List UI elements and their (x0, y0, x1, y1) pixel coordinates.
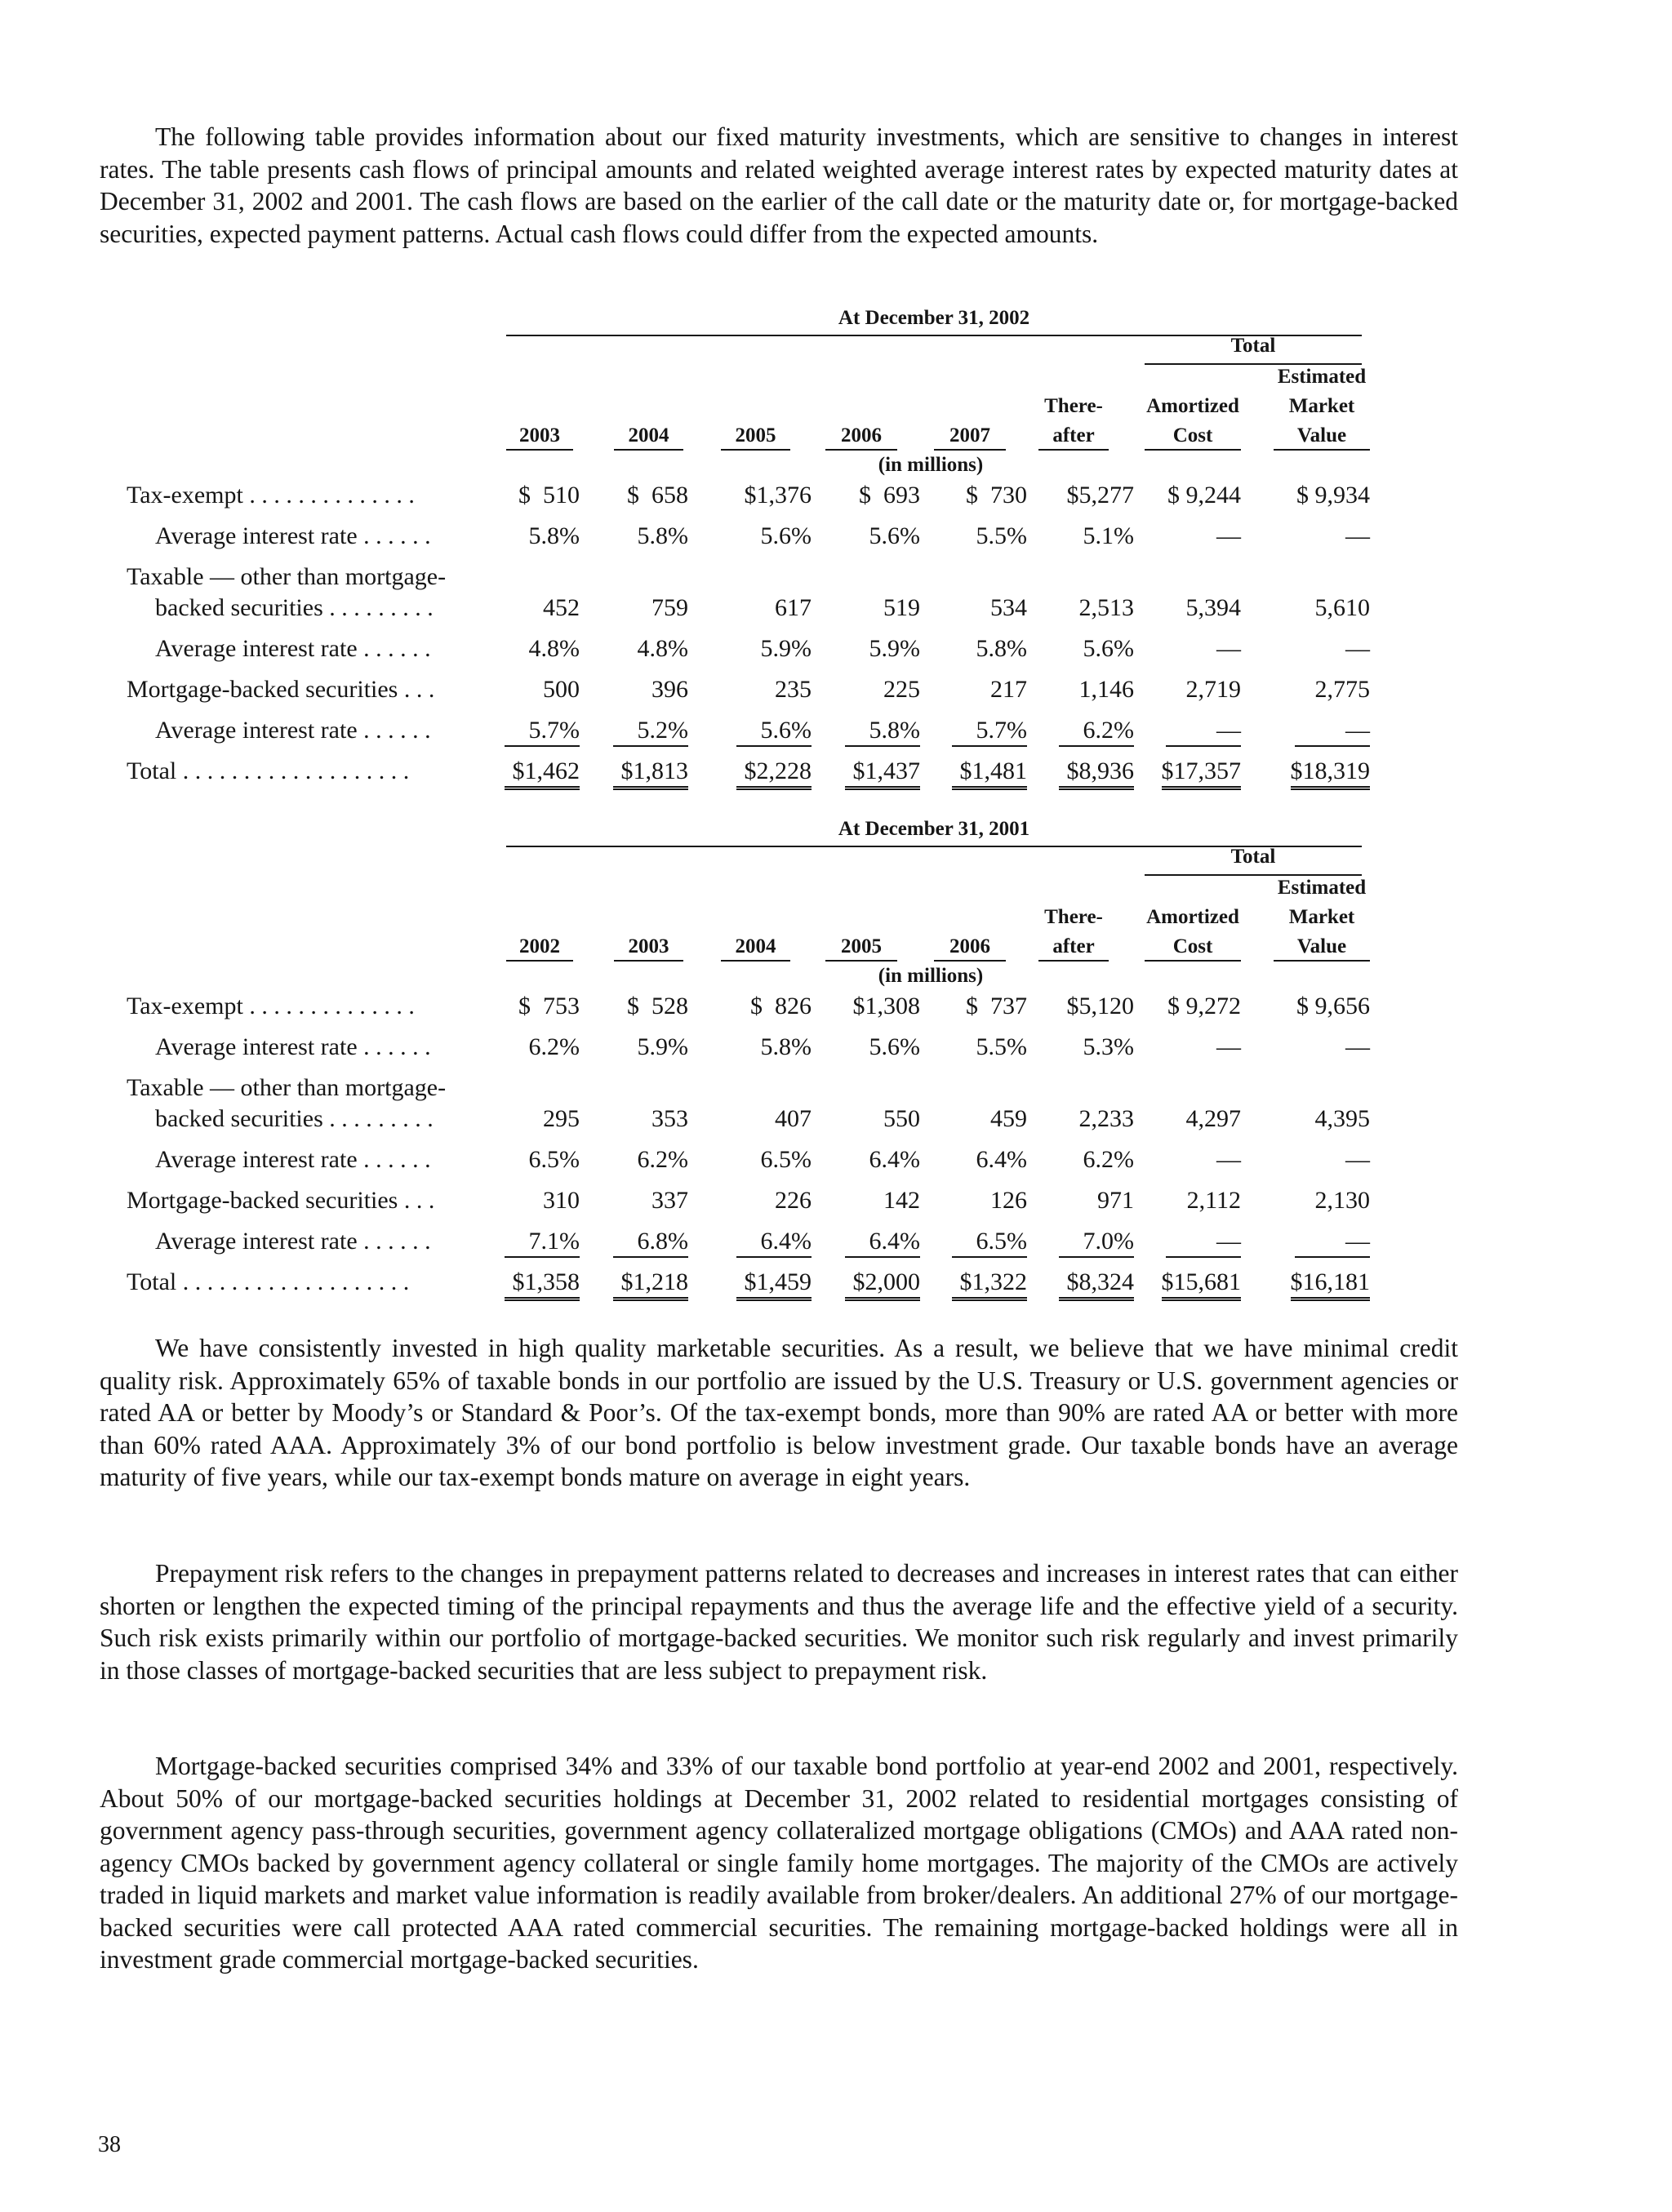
maturity-table-2002 (0, 302, 1672, 808)
table-cell-value: 5.8% (637, 522, 688, 549)
mortgage-backed-paragraph: Mortgage-backed securities comprised 34% and 33% of our taxable bond portfolio at year-end 2002 and 2001, respectively. About 50% of our mortgage-backed securities holdings at December 31, 2002 related to residential mortgages consisting of government agency pass-through securities, government agency collateralized mortgage obligations (CMOs) and AAA rated non-agency CMOs backed by government agency collateral or single family home mortgages. The majority of the CMOs are actively traded in liquid markets and market value information is readily available from broker/dealers. An additional 27% of our mortgage-backed securities were call protected AAA rated commercial securities. The remaining mortgage-backed holdings were all in investment grade commercial mortgage-backed securities. (100, 1752, 1458, 1974)
table-cell (705, 522, 812, 550)
table-cell (1136, 1228, 1241, 1258)
intro-paragraph: The following table provides information about our fixed maturity investments, which are sensitive to changes in interest rates. The table presents cash flows of principal amounts and related weighted average interest rates by expected maturity dates at December 31, 2002 and 2001. The cash flows are based on the earlier of the call date or the maturity date or, for mortgage-backed securities, expected payment patterns. Actual cash flows could differ from the expected amounts. (100, 122, 1458, 248)
table-cell-value: 7.1% (505, 1228, 580, 1258)
table-cell (1265, 993, 1370, 1020)
table-cell (1136, 1105, 1241, 1133)
table-cell-value: 407 (775, 1105, 812, 1132)
table-cell-value: 353 (651, 1105, 688, 1132)
column-header-year: 2004 (721, 935, 790, 962)
table-cell (598, 676, 688, 704)
table-cell-value: 225 (883, 676, 920, 703)
table-cell (1136, 1187, 1241, 1215)
table-cell-value: 5,610 (1314, 594, 1370, 621)
table-cell (1136, 594, 1241, 622)
table-cell (705, 717, 812, 747)
table-cell (920, 1268, 1027, 1301)
table-cell (1027, 1228, 1134, 1258)
table-cell (1136, 717, 1241, 747)
table-cell (813, 1146, 920, 1174)
table-cell-value: $1,308 (852, 993, 920, 1019)
table-cell-value: — (1216, 1033, 1241, 1060)
table-cell-value: $ 9,934 (1296, 482, 1370, 509)
table-cell (1027, 1105, 1134, 1133)
table-cell (705, 676, 812, 704)
table-cell-value: 5.9% (869, 635, 920, 662)
table-cell (920, 676, 1027, 704)
table-cell (813, 1187, 920, 1215)
table-cell-value: $1,322 (952, 1268, 1027, 1301)
table-cell-value: $2,000 (845, 1268, 920, 1301)
table-cell-value: 5.6% (760, 522, 812, 549)
column-header-market-line1: Estimated (1277, 877, 1367, 899)
table-cell (490, 482, 580, 509)
row-label-taxable-rate: Average interest rate . . . . . . (155, 1146, 431, 1173)
table-cell-value: $ 693 (859, 482, 920, 509)
table-cell-value: 6.2% (528, 1033, 580, 1060)
row-label-mortgage-backed-rate: Average interest rate . . . . . . (155, 1228, 431, 1255)
table-cell-value: 452 (543, 594, 580, 621)
table-cell (920, 1187, 1027, 1215)
column-header-year: 2003 (506, 424, 573, 451)
column-header-year: 2006 (825, 424, 897, 451)
table-cell-value: $ 528 (627, 993, 688, 1019)
table-cell-value: 5.7% (952, 717, 1027, 747)
table-cell (1265, 482, 1370, 509)
table-cell (1027, 1033, 1134, 1061)
table-cell-value: 5,394 (1185, 594, 1241, 621)
table-cell-value: $1,218 (613, 1268, 688, 1301)
table-cell (1027, 676, 1134, 704)
table-cell (598, 594, 688, 622)
table-cell-value: 5.6% (1083, 635, 1134, 662)
table-cell-value: $8,936 (1059, 757, 1134, 790)
table-cell-value: $18,319 (1291, 757, 1371, 790)
table-cell-value: $1,358 (505, 1268, 580, 1301)
column-header-year: 2004 (614, 424, 683, 451)
table-cell (1027, 993, 1134, 1020)
table-cell-value: $ 9,244 (1167, 482, 1241, 509)
column-header-amortized-line2: Cost (1145, 424, 1241, 451)
table-cell (1136, 1146, 1241, 1174)
table-cell (705, 1187, 812, 1215)
table-cell (1265, 594, 1370, 622)
table-cell-value: 2,233 (1078, 1105, 1134, 1132)
table-cell-value: $1,462 (505, 757, 580, 790)
column-header-market-line3: Value (1274, 424, 1370, 451)
table-cell (1027, 482, 1134, 509)
table-cell (1027, 594, 1134, 622)
column-header-thereafter-line1: There- (1044, 906, 1103, 928)
column-header-year: 2005 (721, 424, 790, 451)
column-header-market-line1: Estimated (1277, 366, 1367, 388)
total-group-heading: Total (1230, 335, 1276, 357)
table-cell (598, 522, 688, 550)
row-label-tax-exempt: Tax-exempt . . . . . . . . . . . . . . (127, 482, 415, 509)
table-cell (1265, 522, 1370, 550)
table-cell-value: $15,681 (1162, 1268, 1242, 1301)
table-cell (1136, 1033, 1241, 1061)
table-cell (920, 482, 1027, 509)
table-cell-value: $ 9,272 (1167, 993, 1241, 1019)
table-cell-value: 5.1% (1083, 522, 1134, 549)
table-cell-value: 550 (883, 1105, 920, 1132)
column-header-market-line3: Value (1274, 935, 1370, 962)
table-cell (705, 993, 812, 1020)
table-cell (598, 635, 688, 663)
table-cell (598, 1105, 688, 1133)
table-cell-value: $ 658 (627, 482, 688, 509)
table-cell (490, 1228, 580, 1258)
column-header-amortized-line1: Amortized (1146, 906, 1239, 928)
table-cell-value: 6.2% (1083, 1146, 1134, 1173)
table-cell (1265, 717, 1370, 747)
table-cell-value: $ 510 (518, 482, 580, 509)
table-cell (1027, 522, 1134, 550)
table-cell-value: $ 730 (966, 482, 1027, 509)
table-cell-value: 217 (990, 676, 1027, 703)
table-cell (490, 717, 580, 747)
table-cell (490, 757, 580, 790)
table-cell (1027, 1187, 1134, 1215)
table-cell (1136, 757, 1241, 790)
row-label-mortgage-backed: Mortgage-backed securities . . . (127, 676, 435, 703)
table-cell (813, 717, 920, 747)
table-cell-value: 5.8% (845, 717, 920, 747)
table-cell-value: 4,297 (1185, 1105, 1241, 1132)
table-cell-value: — (1216, 522, 1241, 549)
row-label-tax-exempt-rate: Average interest rate . . . . . . (155, 1033, 431, 1060)
table-period-heading: At December 31, 2001 (838, 818, 1030, 840)
table-cell (598, 1228, 688, 1258)
table-cell-value: — (1345, 1033, 1370, 1060)
table-cell (490, 676, 580, 704)
table-cell-value: 396 (651, 676, 688, 703)
table-cell (1027, 1146, 1134, 1174)
table-cell-value: 226 (775, 1187, 812, 1214)
table-cell (490, 993, 580, 1020)
table-cell (813, 1033, 920, 1061)
row-label-taxable-line1: Taxable — other than mortgage- (127, 563, 447, 590)
units-note: (in millions) (878, 454, 984, 476)
table-cell (1136, 522, 1241, 550)
table-cell-value: $5,120 (1066, 993, 1134, 1019)
table-cell (813, 1105, 920, 1133)
table-cell (920, 1033, 1027, 1061)
column-header-thereafter-line2: after (1038, 935, 1109, 962)
table-cell (920, 1146, 1027, 1174)
table-cell (490, 1105, 580, 1133)
table-cell-value: 617 (775, 594, 812, 621)
table-cell (1136, 993, 1241, 1020)
table-cell (1027, 717, 1134, 747)
column-header-amortized-line2: Cost (1145, 935, 1241, 962)
table-cell (705, 757, 812, 790)
table-cell (490, 522, 580, 550)
table-cell-value: 6.2% (637, 1146, 688, 1173)
table-cell-value: — (1345, 1146, 1370, 1173)
table-cell-value: $8,324 (1059, 1268, 1134, 1301)
table-cell-value: $1,437 (845, 757, 920, 790)
table-cell (598, 993, 688, 1020)
table-cell-value: 971 (1097, 1187, 1134, 1214)
column-header-year: 2005 (825, 935, 897, 962)
table-cell-value: 5.6% (869, 522, 920, 549)
total-group-rule (1145, 363, 1362, 365)
table-cell-value: 2,513 (1078, 594, 1134, 621)
table-cell (1265, 676, 1370, 704)
table-cell (1265, 1187, 1370, 1215)
column-header-year: 2006 (934, 935, 1006, 962)
table-cell (1136, 482, 1241, 509)
table-cell (1265, 1146, 1370, 1174)
table-cell (490, 1187, 580, 1215)
table-cell (920, 757, 1027, 790)
table-cell-value: 5.8% (528, 522, 580, 549)
table-cell-value: — (1166, 717, 1241, 747)
credit-quality-paragraph: We have consistently invested in high quality marketable securities. As a result, we believe that we have minimal credit quality risk. Approximately 65% of taxable bonds in our portfolio are issued by the U.S. Treasury or U.S. government agencies or rated AA or better by Moody’s or Standard & Poor’s. Of the tax-exempt bonds, more than 90% are rated AA or better with more than 60% rated AAA. Approximately 3% of our bond portfolio is below investment grade. Our taxable bonds have an average maturity of five years, while our tax-exempt bonds mature on average in eight years. (100, 1334, 1458, 1491)
units-note: (in millions) (878, 965, 984, 987)
table-cell (813, 594, 920, 622)
table-cell-value: 2,775 (1314, 676, 1370, 703)
table-cell-value: 534 (990, 594, 1027, 621)
table-cell (598, 1146, 688, 1174)
table-cell-value: $16,181 (1291, 1268, 1371, 1301)
table-cell-value: $1,813 (613, 757, 688, 790)
table-cell-value: 295 (543, 1105, 580, 1132)
table-cell-value: — (1216, 635, 1241, 662)
table-cell (598, 482, 688, 509)
maturity-table-2001 (0, 813, 1672, 1319)
table-cell-value: 5.3% (1083, 1033, 1134, 1060)
table-cell (598, 717, 688, 747)
page-number: 38 (98, 2132, 121, 2157)
table-cell-value: 337 (651, 1187, 688, 1214)
table-cell-value: 6.4% (869, 1146, 920, 1173)
row-label-taxable-line2: backed securities . . . . . . . . . (155, 594, 434, 621)
table-cell (490, 594, 580, 622)
table-cell-value: $ 826 (750, 993, 812, 1019)
table-cell-value: 6.2% (1059, 717, 1134, 747)
table-cell-value: 6.5% (952, 1228, 1027, 1258)
table-cell (920, 1228, 1027, 1258)
table-cell (705, 482, 812, 509)
table-cell-value: 142 (883, 1187, 920, 1214)
table-cell-value: 4.8% (528, 635, 580, 662)
table-cell (705, 1268, 812, 1301)
table-cell-value: $ 737 (966, 993, 1027, 1019)
table-cell (705, 1146, 812, 1174)
table-cell (813, 635, 920, 663)
table-cell (1027, 1268, 1134, 1301)
table-cell-value: 500 (543, 676, 580, 703)
table-cell (813, 757, 920, 790)
table-cell-value: 5.9% (637, 1033, 688, 1060)
table-cell-value: 759 (651, 594, 688, 621)
total-group-heading: Total (1230, 846, 1276, 868)
table-cell (1265, 1268, 1370, 1301)
table-cell (920, 522, 1027, 550)
table-cell-value: — (1295, 1228, 1370, 1258)
table-cell-value: 6.4% (736, 1228, 812, 1258)
table-cell (813, 1228, 920, 1258)
table-cell-value: 2,112 (1186, 1187, 1241, 1214)
table-cell (705, 635, 812, 663)
column-header-thereafter-line1: There- (1044, 395, 1103, 417)
table-cell (920, 1105, 1027, 1133)
table-cell (490, 635, 580, 663)
table-cell-value: 5.6% (869, 1033, 920, 1060)
row-label-taxable-rate: Average interest rate . . . . . . (155, 635, 431, 662)
table-cell-value: — (1166, 1228, 1241, 1258)
table-cell (705, 1228, 812, 1258)
table-cell-value: 6.8% (613, 1228, 688, 1258)
table-cell (813, 482, 920, 509)
column-header-year: 2007 (934, 424, 1006, 451)
table-cell (705, 594, 812, 622)
prepayment-risk-paragraph: Prepayment risk refers to the changes in prepayment patterns related to decreases and increases in interest rates that can either shorten or lengthen the expected timing of the principal repayments and thus the average life and the effective yield of a security. Such risk exists primarily within our portfolio of mortgage-backed securities. We monitor such risk regularly and invest primarily in those classes of mortgage-backed securities that are less subject to prepayment risk. (100, 1559, 1458, 1685)
table-cell (1136, 676, 1241, 704)
table-cell (813, 522, 920, 550)
table-cell (1265, 1033, 1370, 1061)
table-cell (598, 1033, 688, 1061)
table-cell-value: 6.5% (760, 1146, 812, 1173)
table-cell-value: 235 (775, 676, 812, 703)
row-label-mortgage-backed-rate: Average interest rate . . . . . . (155, 717, 431, 744)
table-cell-value: — (1295, 717, 1370, 747)
table-cell (920, 594, 1027, 622)
table-cell (813, 993, 920, 1020)
row-label-total: Total . . . . . . . . . . . . . . . . . . . (127, 757, 410, 784)
column-header-amortized-line1: Amortized (1146, 395, 1239, 417)
table-cell (705, 1105, 812, 1133)
table-cell-value: $2,228 (736, 757, 812, 790)
row-label-mortgage-backed: Mortgage-backed securities . . . (127, 1187, 435, 1214)
table-cell-value: 5.6% (736, 717, 812, 747)
table-cell-value: 4.8% (637, 635, 688, 662)
table-cell (813, 676, 920, 704)
column-header-year: 2002 (506, 935, 573, 962)
table-cell (920, 717, 1027, 747)
table-cell-value: 5.2% (613, 717, 688, 747)
row-label-taxable-line1: Taxable — other than mortgage- (127, 1074, 447, 1101)
table-cell-value: — (1216, 1146, 1241, 1173)
table-cell-value: — (1345, 522, 1370, 549)
table-period-heading: At December 31, 2002 (838, 307, 1030, 329)
table-cell-value: $1,481 (952, 757, 1027, 790)
table-cell (1136, 1268, 1241, 1301)
table-cell (1027, 635, 1134, 663)
table-cell-value: 519 (883, 594, 920, 621)
table-cell (598, 1187, 688, 1215)
table-cell (1265, 1105, 1370, 1133)
table-cell (490, 1033, 580, 1061)
table-cell (813, 1268, 920, 1301)
table-cell (1265, 635, 1370, 663)
table-cell-value: — (1345, 635, 1370, 662)
table-cell-value: $ 753 (518, 993, 580, 1019)
table-cell-value: $5,277 (1066, 482, 1134, 509)
table-cell (598, 1268, 688, 1301)
table-cell-value: 6.5% (528, 1146, 580, 1173)
table-cell (490, 1146, 580, 1174)
table-cell-value: 6.4% (845, 1228, 920, 1258)
table-cell (920, 993, 1027, 1020)
table-cell-value: 5.9% (760, 635, 812, 662)
table-cell-value: 6.4% (976, 1146, 1027, 1173)
column-header-year: 2003 (614, 935, 683, 962)
column-header-market-line2: Market (1288, 906, 1355, 928)
table-cell-value: 5.5% (976, 1033, 1027, 1060)
total-group-rule (1145, 874, 1362, 876)
table-cell-value: $1,459 (736, 1268, 812, 1301)
row-label-tax-exempt-rate: Average interest rate . . . . . . (155, 522, 431, 549)
column-header-market-line2: Market (1288, 395, 1355, 417)
table-cell-value: $1,376 (744, 482, 812, 509)
table-cell-value: 5.7% (505, 717, 580, 747)
table-cell-value: 1,146 (1078, 676, 1134, 703)
row-label-taxable-line2: backed securities . . . . . . . . . (155, 1105, 434, 1132)
table-cell (1136, 635, 1241, 663)
table-cell-value: 5.8% (976, 635, 1027, 662)
table-cell (1265, 757, 1370, 790)
table-cell (1027, 757, 1134, 790)
table-cell-value: 5.8% (760, 1033, 812, 1060)
table-cell-value: 7.0% (1059, 1228, 1134, 1258)
table-cell-value: 5.5% (976, 522, 1027, 549)
table-cell-value: 310 (543, 1187, 580, 1214)
table-cell-value: 2,719 (1185, 676, 1241, 703)
table-cell (598, 757, 688, 790)
table-cell-value: 4,395 (1314, 1105, 1370, 1132)
table-cell-value: 2,130 (1314, 1187, 1370, 1214)
row-label-tax-exempt: Tax-exempt . . . . . . . . . . . . . . (127, 993, 415, 1019)
table-cell (920, 635, 1027, 663)
table-cell-value: $17,357 (1162, 757, 1242, 790)
table-cell (1265, 1228, 1370, 1258)
table-cell-value: 126 (990, 1187, 1027, 1214)
column-header-thereafter-line2: after (1038, 424, 1109, 451)
table-cell (705, 1033, 812, 1061)
row-label-total: Total . . . . . . . . . . . . . . . . . . . (127, 1268, 410, 1295)
table-cell-value: 459 (990, 1105, 1027, 1132)
table-cell (490, 1268, 580, 1301)
table-cell-value: $ 9,656 (1296, 993, 1370, 1019)
